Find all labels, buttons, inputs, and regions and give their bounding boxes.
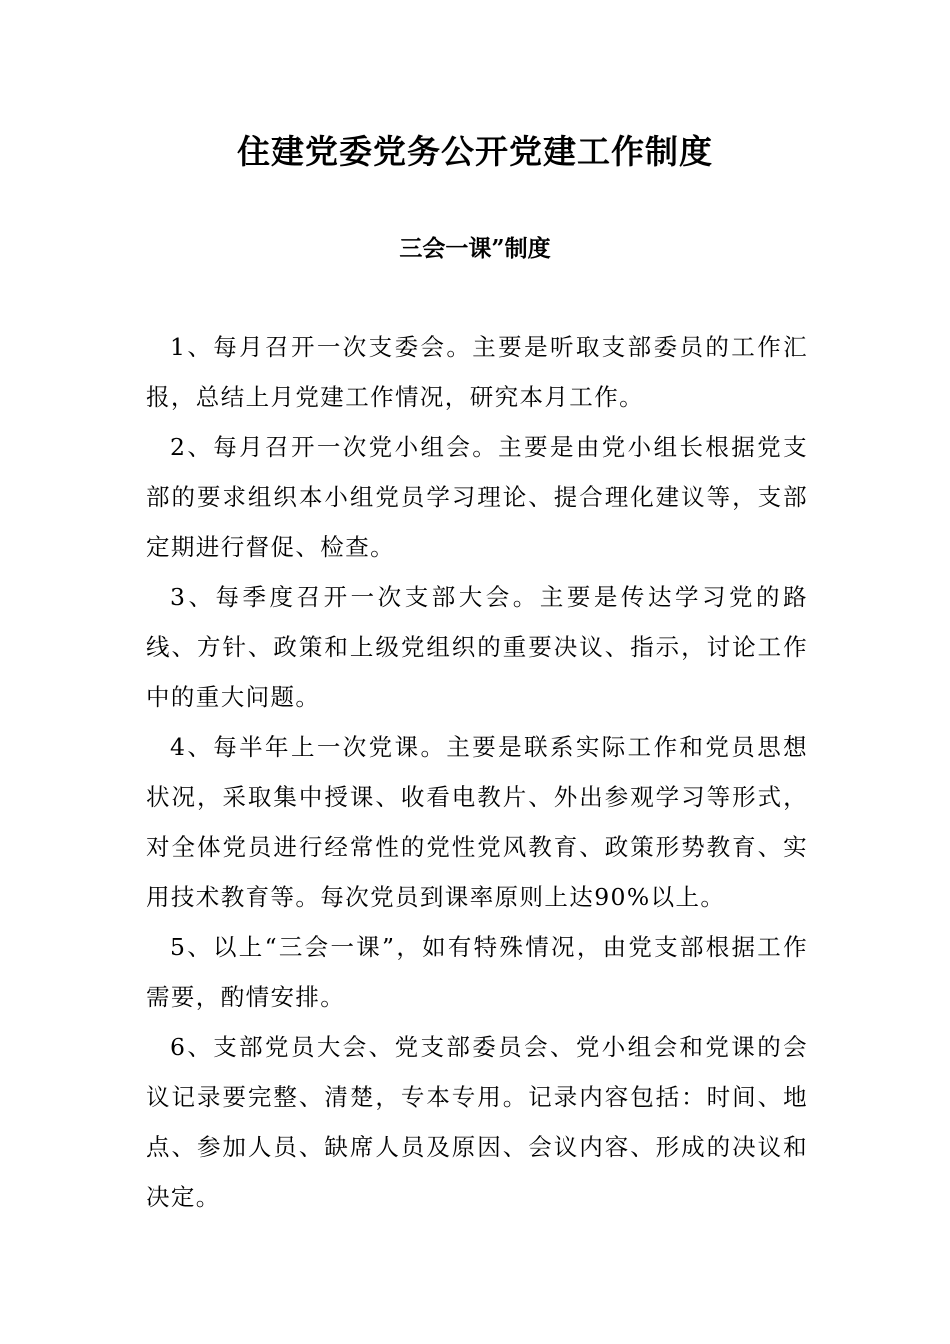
- section-subtitle: 三会一课”制度: [399, 235, 551, 262]
- document-body: [146, 322, 808, 1222]
- document-title: 住建党委党务公开党建工作制度: [237, 132, 713, 171]
- paragraph-4: 4、每半年上一次党课。主要是联系实际工作和党员思想状况，采取集中授课、收看电教片、外出参观学习等形式，对全体党员进行经常性的党性党风教育、政策形势教育、实用技术教育等。每次党员到课率原则上达90%以上。: [146, 733, 808, 911]
- paragraph-2: 2、每月召开一次党小组会。主要是由党小组长根据党支部的要求组织本小组党员学习理论、提合理化建议等，支部定期进行督促、检查。: [146, 433, 808, 561]
- paragraph-5: 5、以上“三会一课”，如有特殊情况，由党支部根据工作需要，酌情安排。: [146, 933, 808, 1011]
- paragraph-1: 1、每月召开一次支委会。主要是听取支部委员的工作汇报，总结上月党建工作情况，研究本月工作。: [146, 333, 808, 411]
- paragraph-3: 3、每季度召开一次支部大会。主要是传达学习党的路线、方针、政策和上级党组织的重要决议、指示，讨论工作中的重大问题。: [146, 583, 808, 711]
- paragraph-6: 6、支部党员大会、党支部委员会、党小组会和党课的会议记录要完整、清楚，专本专用。记录内容包括：时间、地点、参加人员、缺席人员及原因、会议内容、形成的决议和决定。: [146, 1033, 808, 1211]
